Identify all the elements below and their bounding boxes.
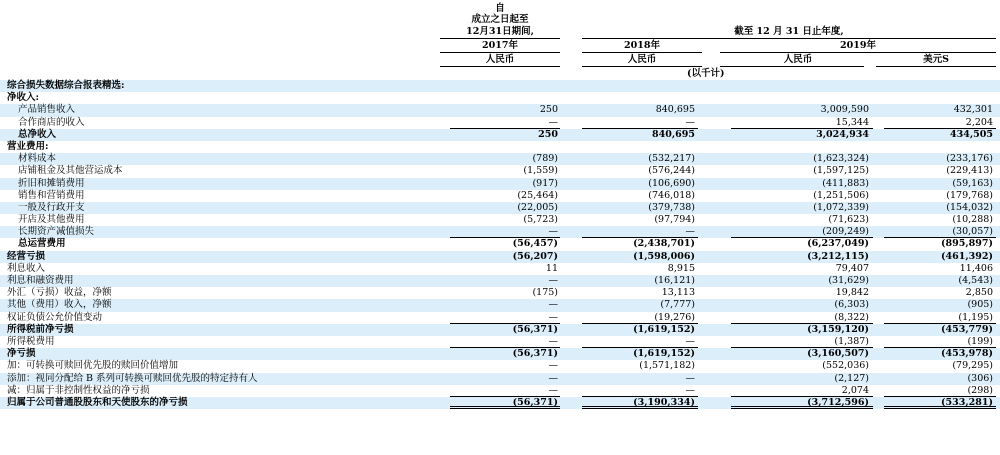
cell-value: (411,883) [822,177,869,189]
table-row [0,238,1000,250]
cell-value: 2,204 [965,116,993,128]
value-cell [720,190,876,202]
row-label: 减：归属于非控制性权益的净亏损 [7,384,150,396]
cell-value: (1,598,006) [633,250,695,262]
cell-value: (379,738) [648,201,695,213]
cell-value: (71,623) [828,214,869,226]
value-cell [560,214,710,226]
value-cell [876,178,996,190]
cell-value: 11,406 [959,262,993,274]
row-label: 加：可转换可赎回优先股的赎回价值增加 [7,360,179,372]
value-cell [720,348,876,360]
table-row [0,251,1000,263]
value-cell [876,360,996,372]
table-row [0,153,1000,165]
cell-value: (1,072,339) [813,201,869,213]
row-label: 净收入: [7,92,40,104]
value-cell [720,104,876,116]
cell-value: — [548,360,558,372]
header-2017-year: 2017年 [482,40,518,51]
table-row [0,275,1000,287]
value-cell [410,251,560,263]
table-row [0,397,1000,409]
value-cell [560,287,710,299]
cell-value: 2,850 [965,287,993,299]
value-cell [560,80,710,92]
row-label: 经营亏损 [7,250,46,262]
cell-value: — [548,299,558,311]
value-cell [560,299,710,311]
value-cell [410,238,560,250]
cell-value: (154,032) [946,201,993,213]
row-label: 店铺租金及其他营运成本 [18,165,123,177]
cell-value: (1,559) [523,165,558,177]
value-cell [410,165,560,177]
value-cell [410,129,560,141]
value-cell [720,92,876,104]
value-cell [876,251,996,263]
row-label: 材料成本 [18,153,57,165]
header-2017-line2: 成立之日起至 [471,14,529,25]
cell-value: (59,163) [952,177,993,189]
table-row [0,80,1000,92]
value-cell [410,80,560,92]
row-label: 所得税前净亏损 [7,323,74,335]
value-cell [410,287,560,299]
cell-value: 250 [538,128,558,140]
cell-value: — [548,116,558,128]
row-label: 利息收入 [7,262,46,274]
value-cell [720,178,876,190]
row-label: 外汇（亏损）收益，净额 [7,287,112,299]
cell-value: (4,543) [958,275,993,286]
cell-value: (7,777) [660,299,695,311]
value-cell [410,153,560,165]
table-row [0,214,1000,226]
cell-value: (10,288) [952,214,993,226]
header-rule-2017-mid [440,52,560,53]
cell-value: (56,371) [512,323,558,335]
cell-value: (532,217) [648,153,695,165]
row-label: 长期资产减值损失 [18,226,95,238]
cell-value: (5,723) [523,214,558,226]
header-rule-fy [582,38,996,39]
table-row [0,190,1000,202]
value-cell [720,299,876,311]
header-2017-line3: 12月31日期间, [466,26,534,37]
value-cell [410,275,560,287]
cell-value: (6,237,049) [807,238,869,250]
value-cell [410,324,560,336]
value-cell [560,165,710,177]
cell-value: (1,571,182) [639,360,695,372]
value-cell [410,104,560,116]
table-row [0,348,1000,360]
cell-value: (917) [532,177,558,189]
cell-value: (97,794) [654,214,695,226]
header-year-2018: 2018年 [624,40,660,51]
row-label: 归属于公司普通股股东和天使股东的净亏损 [7,396,188,408]
cell-value: — [548,384,558,396]
table-row [0,178,1000,190]
cell-value: (1,195) [958,311,993,323]
cell-value: 79,407 [835,262,869,274]
cell-value: — [685,372,695,384]
cell-value: — [548,335,558,347]
cell-value: (229,413) [946,165,993,177]
value-cell [560,190,710,202]
cell-value: (79,295) [952,360,993,372]
value-cell [720,251,876,263]
value-cell [720,373,876,385]
value-cell [876,153,996,165]
cell-value: (31,629) [828,275,869,286]
value-cell [410,397,560,409]
cell-value: (789) [532,153,558,165]
row-label: 利息和融资费用 [7,275,74,286]
unit-label: (以千计) [687,68,725,79]
value-cell [876,263,996,275]
value-cell [876,104,996,116]
cell-value: (3,159,120) [807,323,869,335]
cell-value: — [548,226,558,238]
value-cell [410,214,560,226]
row-label: 开店及其他费用 [18,214,85,226]
header-rule-2018-bottom [582,66,702,67]
value-cell [876,287,996,299]
value-cell [876,129,996,141]
header-rule-2019-rmb-bottom [720,66,864,67]
row-label: 添加：视同分配给 B 系列可转换可赎回优先股的特定持有人 [7,372,258,384]
header-currency-2018: 人民币 [627,54,657,65]
header-2017-currency: 人民币 [485,54,515,65]
value-cell [876,397,996,409]
value-cell [720,360,876,372]
row-label: 销售和营销费用 [18,189,85,201]
cell-value: 434,505 [950,128,993,140]
cell-value: (1,623,324) [813,153,869,165]
cell-value: (1,619,152) [633,348,695,360]
header-fiscal-year: 截至 12 月 31 日止年度, [734,26,844,37]
value-cell [560,348,710,360]
table-row [0,373,1000,385]
table-row [0,165,1000,177]
cell-value: (30,057) [952,226,993,238]
row-label: 总净收入 [18,128,57,140]
value-cell [876,299,996,311]
cell-value: (298) [967,384,993,396]
cell-value: (905) [967,299,993,311]
value-cell [410,360,560,372]
value-cell [410,373,560,385]
value-cell [720,275,876,287]
table-row [0,104,1000,116]
value-cell [720,165,876,177]
cell-value: (576,244) [648,165,695,177]
row-label: 总运营费用 [18,238,66,250]
cell-value: (25,464) [517,189,558,201]
cell-value: (19,276) [654,311,695,323]
value-cell [720,80,876,92]
value-cell [876,92,996,104]
cell-value: 432,301 [953,104,993,116]
table-row [0,287,1000,299]
cell-value: (3,160,507) [807,348,869,360]
row-label: 权证负债公允价值变动 [7,311,103,323]
cell-value: (1,597,125) [813,165,869,177]
cell-value: 8,915 [667,262,695,274]
value-cell [560,275,710,287]
row-label: 综合损失数据综合报表精选: [7,80,125,91]
value-cell [560,251,710,263]
row-label: 产品销售收入 [18,104,76,116]
cell-value: 11 [545,262,558,274]
cell-value: (209,249) [822,226,869,238]
cell-value: (56,207) [512,250,558,262]
value-cell [410,348,560,360]
value-cell [410,92,560,104]
value-cell [720,287,876,299]
value-cell [876,373,996,385]
header-rule-2019 [720,52,996,53]
row-label: 折旧和摊销费用 [18,177,85,189]
value-cell [876,275,996,287]
value-cell [410,178,560,190]
cell-value: (56,371) [512,348,558,360]
cell-value: 13,113 [661,287,695,299]
header-rule-2018 [582,52,702,53]
table-row [0,360,1000,372]
cell-value: 15,344 [835,116,869,128]
cell-value: (3,212,115) [807,250,869,262]
cell-value: (746,018) [648,189,695,201]
cell-value: (1,387) [834,335,869,347]
cell-value: — [548,275,558,286]
value-cell [720,324,876,336]
cell-value: (1,251,506) [813,189,869,201]
cell-value: (453,978) [941,348,993,360]
cell-value: — [685,116,695,128]
statement-rows [0,80,1000,409]
cell-value: (106,690) [648,177,695,189]
cell-value: 3,024,934 [816,128,869,140]
cell-value: 2,074 [841,384,869,396]
table-row [0,324,1000,336]
value-cell [720,214,876,226]
row-label: 一般及行政开支 [18,201,85,213]
value-cell [876,202,996,214]
value-cell [410,141,560,153]
cell-value: (233,176) [946,153,993,165]
header-currency-2019-usd: 美元S [923,54,949,65]
value-cell [410,299,560,311]
cell-value: — [685,335,695,347]
value-cell [720,141,876,153]
value-cell [560,104,710,116]
header-currency-2019-rmb: 人民币 [783,54,813,65]
value-cell [720,153,876,165]
cell-value: (306) [967,372,993,384]
table-row [0,141,1000,153]
cell-value: 840,695 [655,104,695,116]
row-label: 其他（费用）收入，净额 [7,299,112,311]
cell-value: (552,036) [822,360,869,372]
value-cell [876,165,996,177]
cell-value: — [685,384,695,396]
cell-value: (3,712,596) [807,396,869,408]
cell-value: (453,779) [941,323,993,335]
cell-value: 250 [539,104,558,116]
header-year-2019: 2019年 [840,40,876,51]
value-cell [560,373,710,385]
value-cell [876,80,996,92]
value-cell [876,190,996,202]
header-rule-2019-usd-bottom [876,66,996,67]
value-cell [876,141,996,153]
value-cell [560,178,710,190]
value-cell [560,360,710,372]
table-row [0,129,1000,141]
value-cell [410,263,560,275]
value-cell [560,141,710,153]
table-row [0,299,1000,311]
table-row [0,202,1000,214]
value-cell [720,397,876,409]
value-cell [410,190,560,202]
value-cell [560,129,710,141]
value-cell [876,324,996,336]
value-cell [560,324,710,336]
cell-value: (3,190,334) [633,396,695,408]
row-label: 合作商店的收入 [18,116,85,128]
value-cell [560,153,710,165]
cell-value: 19,842 [835,287,869,299]
value-cell [560,397,710,409]
cell-value: (179,768) [946,189,993,201]
cell-value: 840,695 [652,128,695,140]
header-2017-line1: 自 [495,3,505,14]
value-cell [560,92,710,104]
table-row [0,263,1000,275]
cell-value: (6,303) [834,299,869,311]
cell-value: (56,457) [512,238,558,250]
cell-value: (56,371) [512,396,558,408]
cell-value: (16,121) [654,275,695,286]
value-cell [876,238,996,250]
cell-value: (199) [967,335,993,347]
header-rule-2017-bottom [440,66,560,67]
value-cell [560,238,710,250]
cell-value: (533,281) [941,396,993,408]
row-label: 营业费用: [7,140,49,152]
cell-value: 3,009,590 [820,104,869,116]
value-cell [876,214,996,226]
row-label: 所得税费用 [7,335,55,347]
cell-value: (175) [532,287,558,299]
cell-value: (2,438,701) [633,238,695,250]
value-cell [720,263,876,275]
value-cell [410,202,560,214]
value-cell [560,263,710,275]
value-cell [720,202,876,214]
cell-value: (895,897) [941,238,993,250]
cell-value: (461,392) [941,250,993,262]
value-cell [720,238,876,250]
value-cell [560,202,710,214]
value-cell [876,348,996,360]
cell-value: — [548,372,558,384]
header-rule-2017-top [440,38,560,39]
value-cell [720,129,876,141]
cell-value: (8,322) [834,311,869,323]
table-row [0,92,1000,104]
cell-value: (22,005) [517,201,558,213]
cell-value: — [548,311,558,323]
cell-value: (1,619,152) [633,323,695,335]
cell-value: (2,127) [834,372,869,384]
row-label: 净亏损 [7,348,36,360]
cell-value: — [685,226,695,238]
